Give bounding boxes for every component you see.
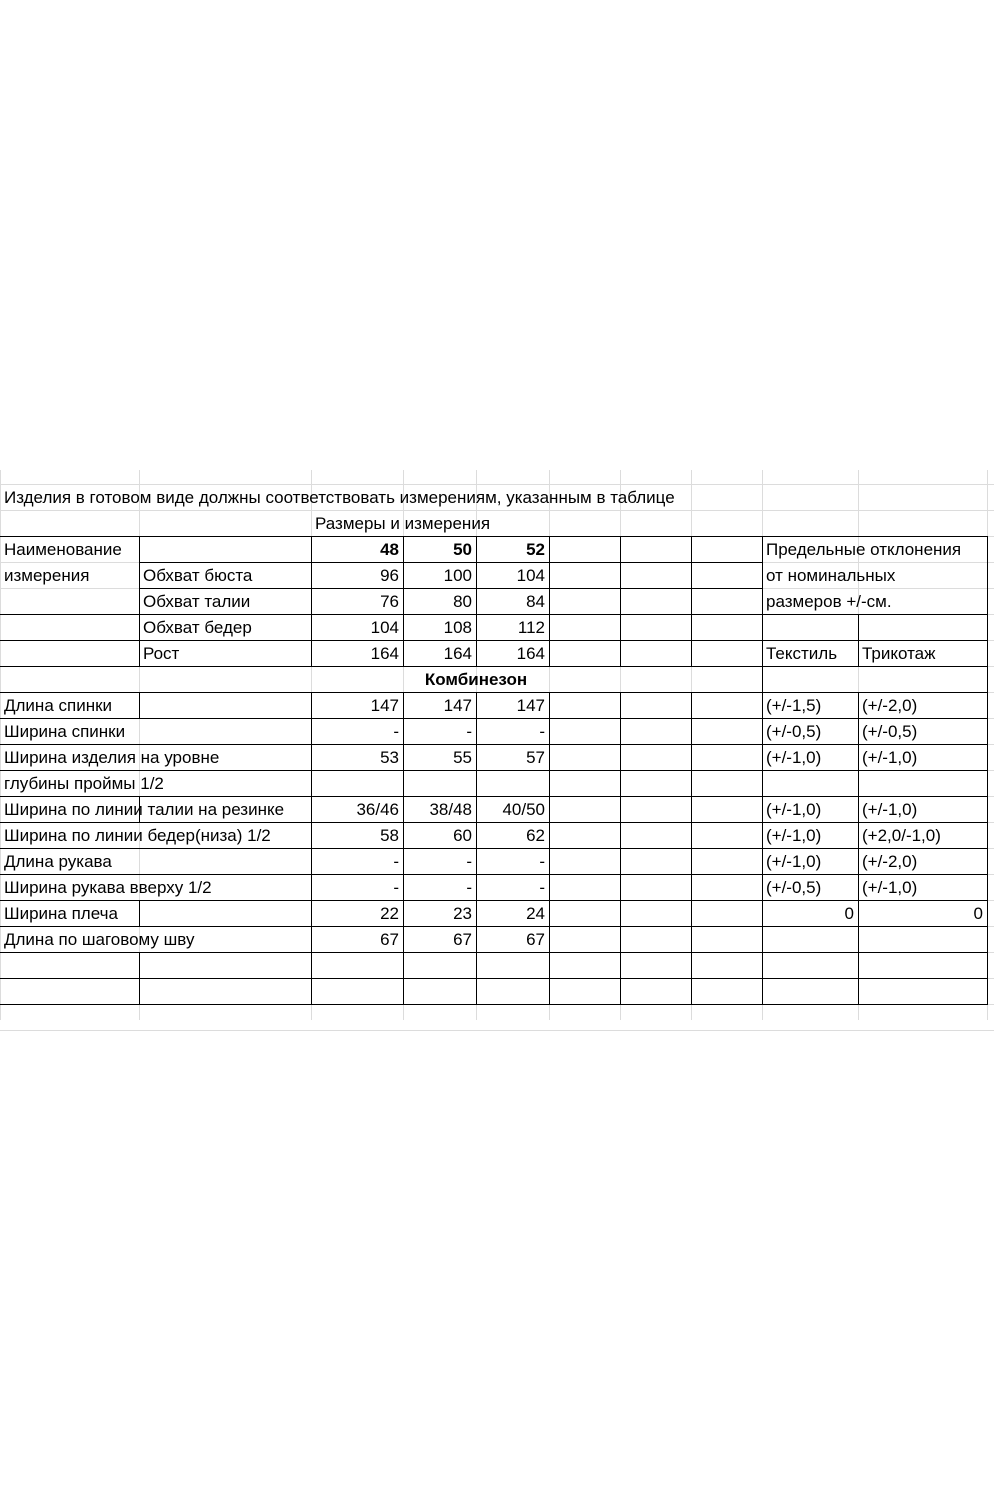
tolerance-knit: (+/-1,0) xyxy=(862,800,918,819)
measurement-label: Ширина плеча xyxy=(4,904,118,923)
body-measurement-value: 100 xyxy=(443,566,472,585)
tolerance-textile: (+/-1,0) xyxy=(766,748,822,767)
measurement-value: - xyxy=(539,878,545,897)
measurement-label: Длина по шаговому шву xyxy=(4,930,195,949)
tolerance-textile xyxy=(766,927,854,953)
tolerance-knit: (+/-2,0) xyxy=(862,696,918,715)
border-vertical xyxy=(403,692,404,1005)
measurement-value: 147 xyxy=(443,696,472,715)
measurement-value: 53 xyxy=(380,748,399,767)
body-measurement-value: 80 xyxy=(453,592,472,611)
border-vertical xyxy=(403,536,404,667)
measurement-table xyxy=(0,470,994,1020)
border-horizontal xyxy=(0,978,988,979)
measurement-value: 57 xyxy=(526,748,545,767)
measurement-value: 67 xyxy=(453,930,472,949)
measurement-value: 58 xyxy=(380,826,399,845)
tolerance-knit: 0 xyxy=(973,904,983,923)
measurement-label: Ширина рукава вверху 1/2 xyxy=(4,878,212,897)
border-vertical xyxy=(139,952,140,1005)
tolerance-knit xyxy=(862,927,983,953)
body-measurement-label: Обхват бюста xyxy=(143,566,253,585)
border-vertical xyxy=(476,536,477,667)
measurement-value: 24 xyxy=(526,904,545,923)
page-title: Изделия в готовом виде должны соответствовать измерениям, указанным в таблице xyxy=(4,488,675,507)
body-measurement-value: 104 xyxy=(516,566,545,585)
deviation-header-line: Предельные отклонения xyxy=(766,540,962,559)
header-name-line2: измерения xyxy=(4,566,90,585)
table-subtitle: Размеры и измерения xyxy=(315,514,491,533)
deviation-header-line: размеров +/-см. xyxy=(766,592,892,611)
body-measurement-label: Обхват талии xyxy=(143,592,251,611)
border-vertical xyxy=(549,692,550,1005)
body-measurement-value: 96 xyxy=(380,566,399,585)
border-vertical xyxy=(691,536,692,667)
tolerance-knit: (+2,0/-1,0) xyxy=(862,826,941,845)
knit-header: Трикотаж xyxy=(862,644,936,663)
tolerance-knit: (+/-1,0) xyxy=(862,748,918,767)
deviation-header-line: от номинальных xyxy=(766,566,896,585)
measurement-value: 38/48 xyxy=(429,800,472,819)
measurement-value: 147 xyxy=(370,696,399,715)
textile-header: Текстиль xyxy=(766,644,838,663)
measurement-label: глубины проймы 1/2 xyxy=(4,774,164,793)
body-measurement-value: 104 xyxy=(370,618,399,637)
body-measurement-value: 164 xyxy=(443,644,472,663)
tolerance-textile: (+/-1,0) xyxy=(766,852,822,871)
body-measurement-label: Обхват бедер xyxy=(143,618,252,637)
measurement-value: - xyxy=(539,852,545,871)
measurement-value: 22 xyxy=(380,904,399,923)
tolerance-textile: (+/-0,5) xyxy=(766,878,822,897)
size-48: 48 xyxy=(380,540,399,559)
measurement-value: - xyxy=(466,878,472,897)
measurement-value: - xyxy=(393,878,399,897)
measurement-value: 60 xyxy=(453,826,472,845)
body-measurement-value: 164 xyxy=(370,644,399,663)
measurement-value: 55 xyxy=(453,748,472,767)
border-vertical xyxy=(762,536,763,1005)
measurement-value: 36/46 xyxy=(356,800,399,819)
measurement-value: - xyxy=(393,722,399,741)
measurement-label: Длина спинки xyxy=(4,696,113,715)
border-vertical xyxy=(858,614,859,667)
measurement-value: 62 xyxy=(526,826,545,845)
measurement-label: Ширина спинки xyxy=(4,722,126,741)
measurement-value: 67 xyxy=(380,930,399,949)
tolerance-textile: (+/-0,5) xyxy=(766,722,822,741)
measurement-value: 23 xyxy=(453,904,472,923)
measurement-value: 40/50 xyxy=(502,800,545,819)
tolerance-textile: 0 xyxy=(844,904,854,923)
section-title: Комбинезон xyxy=(424,670,528,689)
border-vertical xyxy=(858,692,859,1005)
body-measurement-value: 76 xyxy=(380,592,399,611)
tolerance-textile xyxy=(766,771,854,797)
tolerance-knit xyxy=(862,771,983,797)
border-vertical xyxy=(476,692,477,1005)
size-52: 52 xyxy=(526,540,545,559)
measurement-value: 67 xyxy=(526,930,545,949)
measurement-value: - xyxy=(466,852,472,871)
measurement-value: - xyxy=(539,722,545,741)
measurement-value xyxy=(407,771,472,797)
measurement-label: Длина рукава xyxy=(4,852,112,871)
measurement-label: Ширина изделия на уровне xyxy=(4,748,220,767)
border-vertical xyxy=(620,536,621,667)
body-measurement-label: Рост xyxy=(143,644,180,663)
measurement-value: - xyxy=(466,722,472,741)
border-vertical xyxy=(620,692,621,1005)
tolerance-knit: (+/-2,0) xyxy=(862,852,918,871)
body-measurement-value: 108 xyxy=(443,618,472,637)
gridline-horizontal xyxy=(0,1030,994,1031)
tolerance-knit: (+/-1,0) xyxy=(862,878,918,897)
tolerance-textile: (+/-1,0) xyxy=(766,800,822,819)
tolerance-textile: (+/-1,0) xyxy=(766,826,822,845)
border-vertical xyxy=(549,536,550,667)
border-vertical xyxy=(691,692,692,1005)
header-name-line1: Наименование xyxy=(4,540,122,559)
tolerance-textile: (+/-1,5) xyxy=(766,696,822,715)
measurement-label: Ширина по линии бедер(низа) 1/2 xyxy=(4,826,271,845)
size-50: 50 xyxy=(453,540,472,559)
tolerance-knit: (+/-0,5) xyxy=(862,722,918,741)
gridline-vertical xyxy=(0,470,1,1020)
measurement-label: Ширина по линии талии на резинке xyxy=(4,800,285,819)
body-measurement-value: 112 xyxy=(517,618,545,637)
body-measurement-value: 164 xyxy=(516,644,545,663)
body-measurement-value: 84 xyxy=(526,592,545,611)
measurement-value: 147 xyxy=(516,696,545,715)
border-vertical xyxy=(139,536,140,667)
measurement-value xyxy=(480,771,545,797)
measurement-value: - xyxy=(393,852,399,871)
border-horizontal xyxy=(0,1004,988,1005)
measurement-value xyxy=(255,771,399,797)
